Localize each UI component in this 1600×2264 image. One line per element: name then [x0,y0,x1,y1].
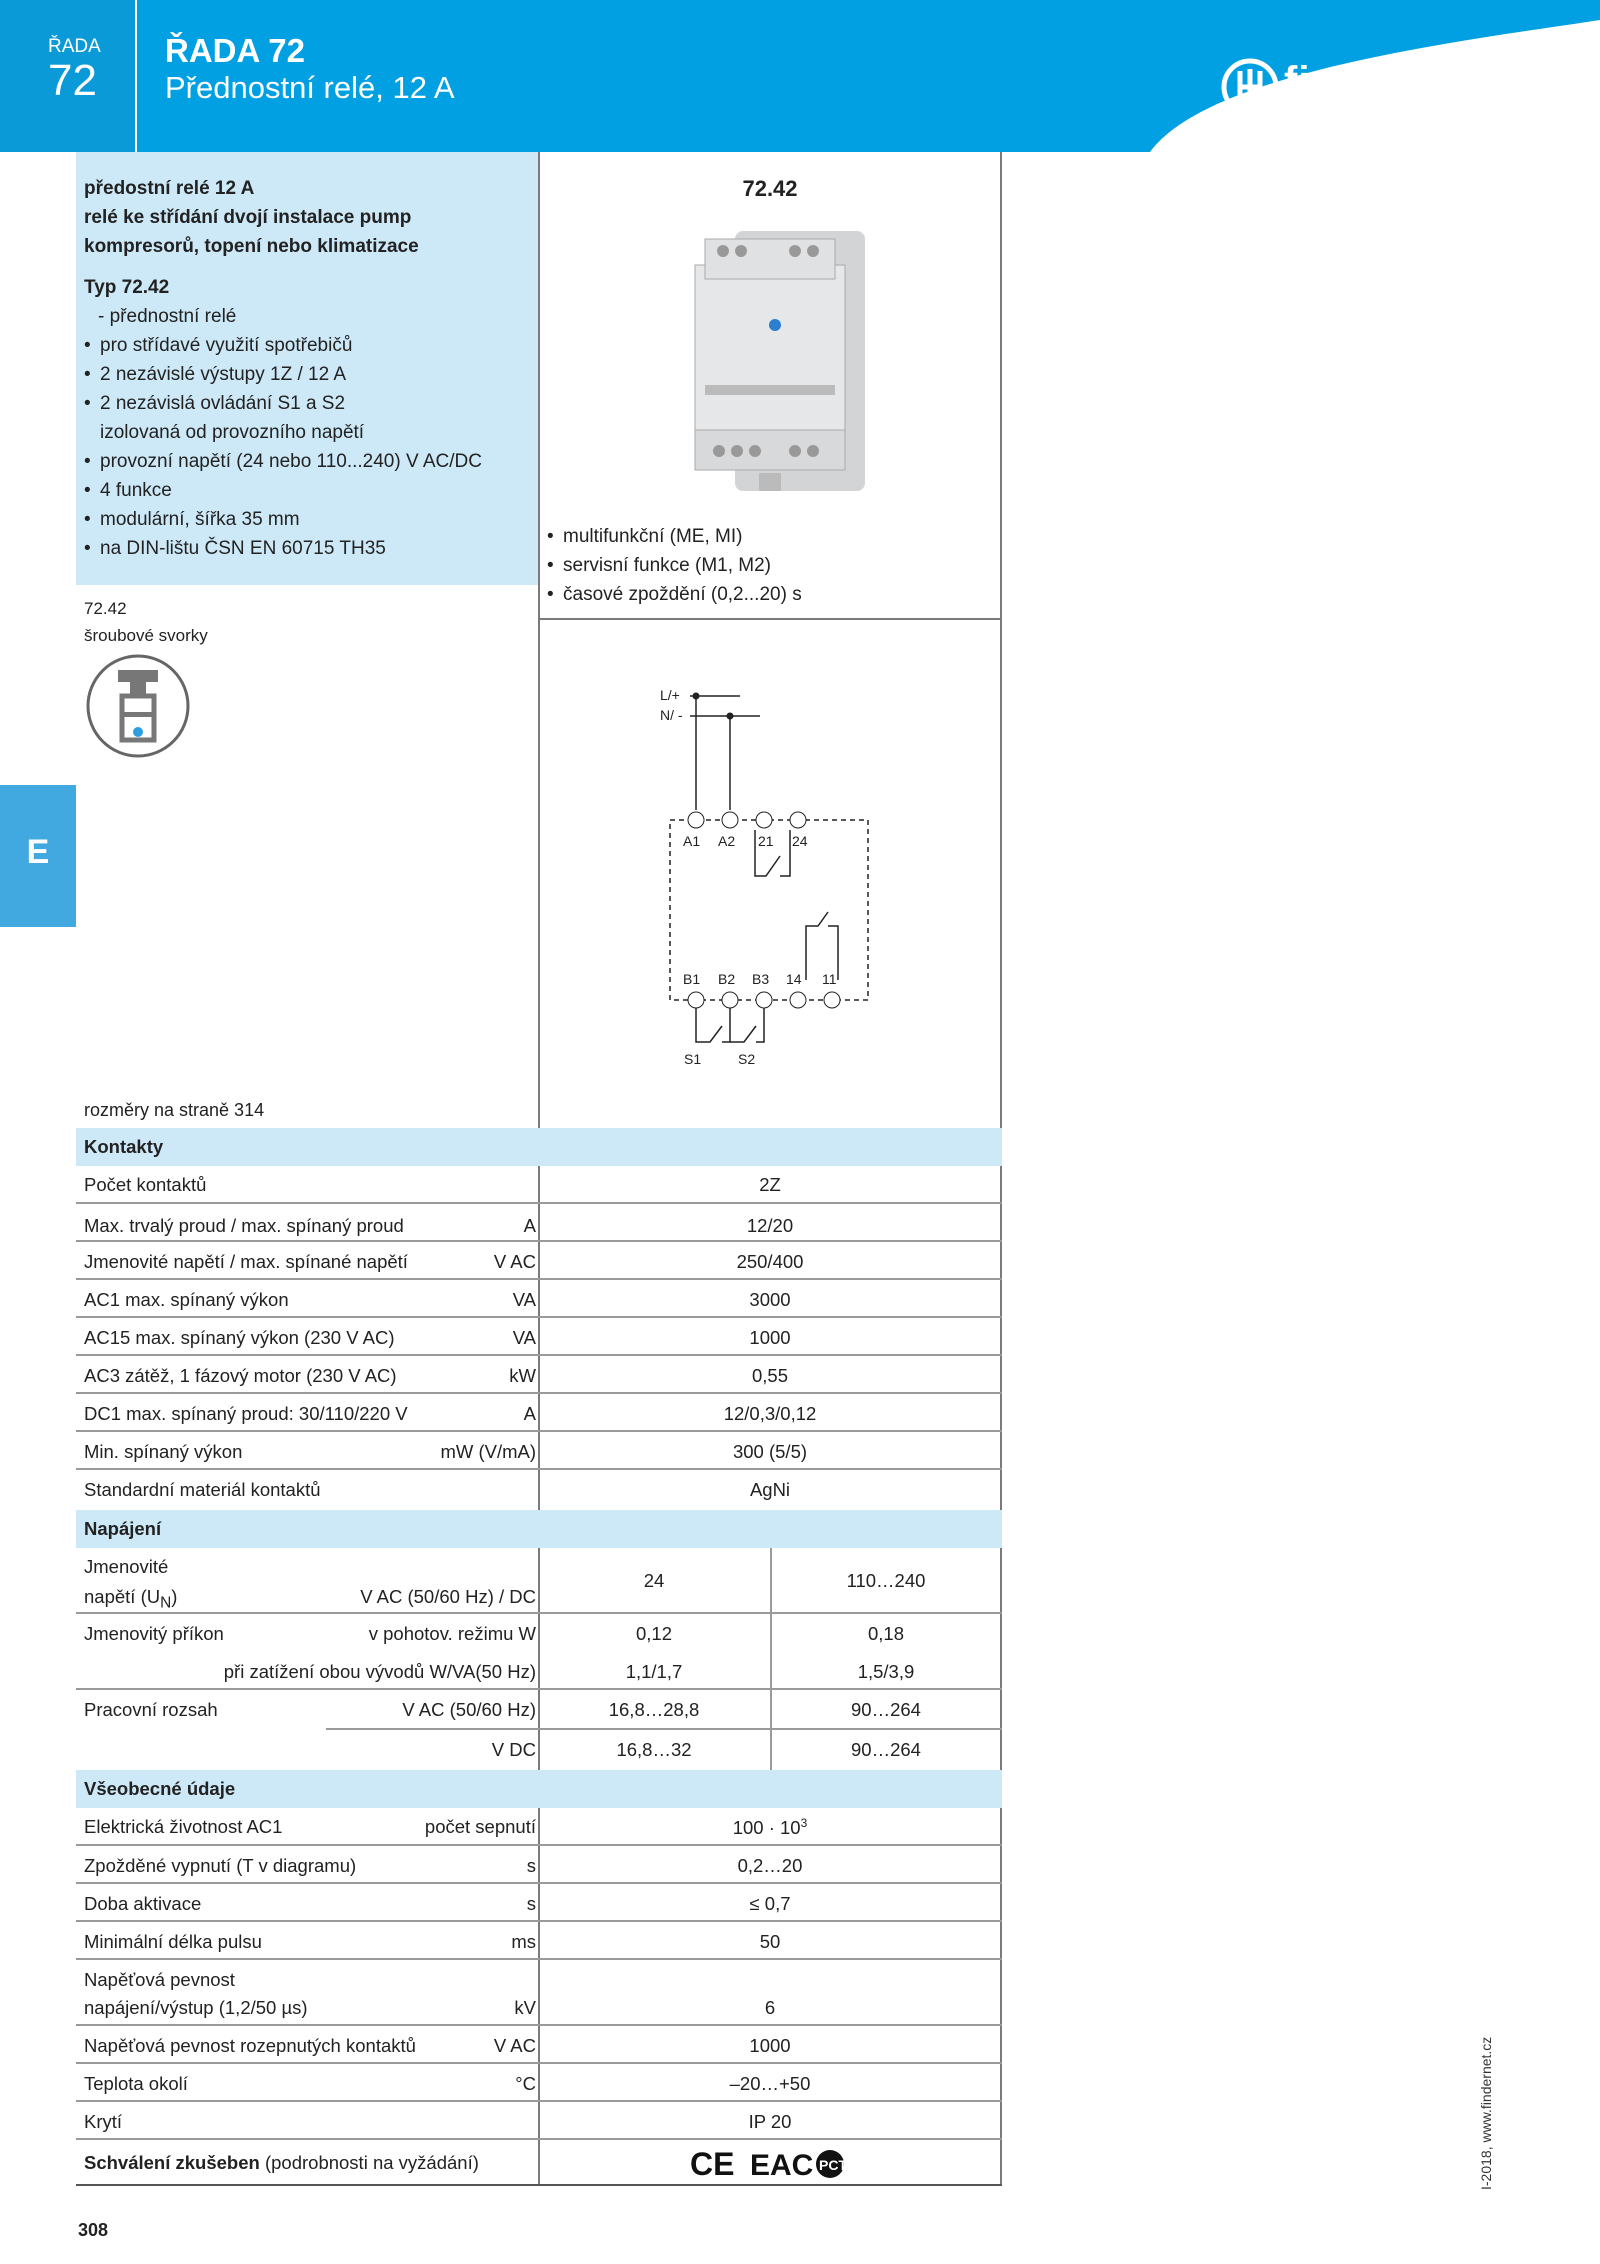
feature-bullet: • 4 funkce [84,476,538,505]
row-value: 12/0,3/0,12 [723,1403,817,1424]
supply-header [76,1510,1002,1548]
row-value-2: 1,5/3,9 [857,1661,915,1682]
section-tab [0,785,76,927]
row-divider [76,1920,1002,1922]
table-row [76,1243,1002,1281]
approvals-bold: Schválení zkušeben [84,2152,260,2173]
row-divider [76,1882,1002,1884]
intro-line: kompresorů, topení nebo klimatizace [84,236,419,257]
feature-bullet: • modulární, šířka 35 mm [84,505,538,534]
product-bullet: • časové zpoždění (0,2...20) s [545,580,802,609]
row-unit: s [526,1893,536,1914]
row-label: Počet kontaktů [84,1174,207,1195]
dimensions-note: rozměry na straně 314 [84,1100,265,1120]
product-bullets [545,522,802,609]
row-label-line2 [84,1586,177,1613]
row-unit: v pohotov. režimu W [368,1623,536,1644]
row-value: 1000 [749,2035,791,2056]
terminal-b1: B1 [683,971,701,987]
row-unit: V DC [491,1739,536,1760]
row-label: AC1 max. spínaný výkon [84,1289,289,1310]
life-exponent: 3 [800,1816,808,1830]
section-tab-label: E [26,833,50,871]
row-divider [76,1202,1002,1204]
terminal-b3: B3 [752,971,770,987]
row-label: AC3 zátěž, 1 fázový motor (230 V AC) [84,1365,397,1386]
row-divider [76,1392,1002,1394]
rated-label-sub: N [160,1594,172,1612]
terminal-14: 14 [786,971,802,987]
terminal-11: 11 [822,971,837,987]
row-divider [76,1278,1002,1280]
row-unit: A [523,1215,536,1236]
row-unit: s [526,1855,536,1876]
table-row [76,1281,1002,1319]
row-value-1: 16,8…32 [616,1739,692,1760]
row-value: 1000 [749,1327,791,1348]
row-unit: VA [512,1289,536,1310]
row-value: 3000 [749,1289,791,1310]
table-row [76,1471,1002,1509]
row-unit: mW (V/mA) [440,1441,536,1462]
row-value: 250/400 [736,1251,804,1272]
general-header-label: Všeobecné údaje [84,1778,236,1799]
intro-panel [76,152,538,585]
row-divider [76,1316,1002,1318]
row-unit: V AC (50/60 Hz) [402,1699,536,1720]
row-label: Minimální délka pulsu [84,1931,262,1952]
supply-header-label: Napájení [84,1518,162,1539]
rated-label-text: napětí (U [84,1586,161,1607]
table-row [76,1653,1002,1691]
row-divider [76,1430,1002,1432]
variant-code: 72.42 [84,599,127,618]
row-value: 0,2…20 [737,1855,803,1876]
series-number: 72 [48,56,97,105]
terminal-a2: A2 [718,833,736,849]
row-label: Doba aktivace [84,1893,202,1914]
contacts-header [76,1128,1002,1166]
wiring-diagram [640,680,900,1080]
screw-terminal-icon [84,650,192,762]
table-row [76,1615,1002,1653]
row-value: 300 (5/5) [732,1441,808,1462]
row-value: –20…+50 [729,2073,811,2094]
row-label: Jmenovité napětí / max. spínané napětí [84,1251,408,1272]
table-row [76,1961,1002,2025]
model-title: 72.42 [742,176,798,201]
row-value: 6 [764,1997,776,2018]
row-value: ≤ 0,7 [749,1893,791,1914]
side-reference: I-2018, www.findernet.cz [1478,2036,1494,2190]
row-unit: V AC [493,2035,536,2056]
table-row [76,1923,1002,1961]
row-value-1: 1,1/1,7 [625,1661,683,1682]
row-value-2: 90…264 [851,1739,921,1760]
row-unit: VA [512,1327,536,1348]
variant-label [84,595,208,649]
row-unit: °C [515,2073,536,2094]
intro-line: relé ke střídání dvojí instalace pump [84,207,412,228]
row-label: AC15 max. spínaný výkon (230 V AC) [84,1327,395,1348]
row-value: 50 [759,1931,781,1952]
table-bottom-border [76,2184,1002,2186]
column-divider [538,618,1002,620]
table-row [76,1166,1002,1204]
row-label: Jmenovité [84,1556,169,1577]
row-divider [76,2100,1002,2102]
table-row [76,1885,1002,1923]
variant-terminal: šroubové svorky [84,626,208,645]
row-divider [76,1240,1002,1242]
row-unit: V AC (50/60 Hz) / DC [360,1586,536,1607]
row-divider [76,2138,1002,2140]
row-label: Jmenovitý příkon [84,1623,224,1644]
feature-bullet: • na DIN-lištu ČSN EN 60715 TH35 [84,534,538,563]
row-value [538,1816,1002,1839]
row-label: Min. spínaný výkon [84,1441,243,1462]
approvals-rest: (podrobnosti na vyžádání) [259,2152,479,2173]
row-value-1: 24 [643,1570,665,1591]
table-row [76,1357,1002,1395]
finder-logo [1220,55,1460,125]
row-label: DC1 max. spínaný proud: 30/110/220 V [84,1403,408,1424]
row-unit: V AC [493,1251,536,1272]
table-row [76,2065,1002,2103]
contacts-header-label: Kontakty [84,1136,164,1157]
approvals-label [84,2152,479,2174]
table-row [76,1395,1002,1433]
row-divider [76,1844,1002,1846]
terminal-b2: B2 [718,971,736,987]
row-divider [76,2062,1002,2064]
row-value-2: 0,18 [867,1623,904,1644]
eac-mark: EAC [750,2149,814,2182]
table-row [76,1731,1002,1769]
row-unit: při zatížení obou vývodů W/VA(50 Hz) [223,1661,536,1682]
row-value: 2Z [759,1174,781,1195]
table-row-rated-voltage [76,1548,1002,1612]
feature-continuation: izolovaná od provozního napětí [100,422,365,443]
table-row [76,2027,1002,2065]
row-value-2: 110…240 [846,1570,926,1591]
table-row [76,1808,1002,1846]
row-value: AgNi [749,1479,791,1500]
row-unit: ms [511,1931,536,1952]
page-title: ŘADA 72 [165,32,305,69]
row-unit: počet sepnutí [424,1816,536,1837]
finder-logo-icon [1220,57,1280,117]
row-label: Krytí [84,2111,123,2132]
feature-bullet: • pro střídavé využití spotřebičů [84,331,538,360]
intro-line: předostní relé 12 A [84,178,255,199]
supply-l-label: L/+ [660,687,680,703]
row-value: 12/20 [746,1215,794,1236]
page-number: 308 [78,2220,109,2240]
row-label: Napěťová pevnost rozepnutých kontaktů [84,2035,416,2056]
table-row [76,2103,1002,2141]
rated-label-close: ) [171,1586,178,1607]
table-row [76,1319,1002,1357]
feature-bullet: • 2 nezávislé výstupy 1Z / 12 A [84,360,538,389]
page-subtitle: Přednostní relé, 12 A [165,70,455,105]
life-value: 100 · 10 [732,1817,801,1839]
brand-name: finder [1284,59,1402,103]
table-row [76,1433,1002,1471]
dash-item: - přednostní relé [98,306,237,327]
relay-product-image [675,225,875,497]
table-row [76,1691,1002,1729]
row-divider [76,1612,1002,1614]
row-divider [76,1354,1002,1356]
row-value: IP 20 [748,2111,792,2132]
row-divider [76,2024,1002,2026]
terminal-21: 21 [758,833,774,849]
row-label: Zpožděné vypnutí (T v diagramu) [84,1855,357,1876]
product-bullet: • multifunkční (ME, MI) [545,522,802,551]
table-row [76,1847,1002,1885]
general-header [76,1770,1002,1808]
pct-mark: PCT [819,2157,847,2173]
terminal-24: 24 [792,833,808,849]
switch-s1: S1 [684,1051,702,1067]
row-label: Standardní materiál kontaktů [84,1479,321,1500]
row-label-line2: napájení/výstup (1,2/50 µs) [84,1997,308,2018]
type-label: Typ 72.42 [84,277,170,298]
row-value-2: 90…264 [851,1699,921,1720]
row-value-1: 0,12 [635,1623,672,1644]
row-unit: kW [509,1365,536,1386]
row-label: Max. trvalý proud / max. spínaný proud [84,1215,404,1236]
row-label: Pracovní rozsah [84,1699,218,1720]
product-bullet: • servisní funkce (M1, M2) [545,551,802,580]
row-unit: kV [514,1997,536,2018]
approval-marks [690,2144,890,2184]
ce-mark: CE [690,2146,735,2182]
row-value-1: 16,8…28,8 [608,1699,700,1720]
row-label: Teplota okolí [84,2073,188,2094]
page-header [0,0,1600,152]
row-divider [76,1468,1002,1470]
feature-bullet: • provozní napětí (24 nebo 110...240) V AC/DC [84,447,538,476]
row-divider [326,1728,1002,1730]
terminal-a1: A1 [683,833,701,849]
row-label: Elektrická životnost AC1 [84,1816,283,1837]
supply-n-label: N/ - [660,707,683,723]
row-divider [76,1958,1002,1960]
row-label: Napěťová pevnost [84,1969,235,1990]
series-label: ŘADA [48,36,101,57]
row-value: 0,55 [751,1365,788,1386]
feature-bullet: • 2 nezávislá ovládání S1 a S2 [84,389,538,418]
row-unit: A [523,1403,536,1424]
row-divider [76,1688,1002,1690]
switch-s2: S2 [738,1051,756,1067]
